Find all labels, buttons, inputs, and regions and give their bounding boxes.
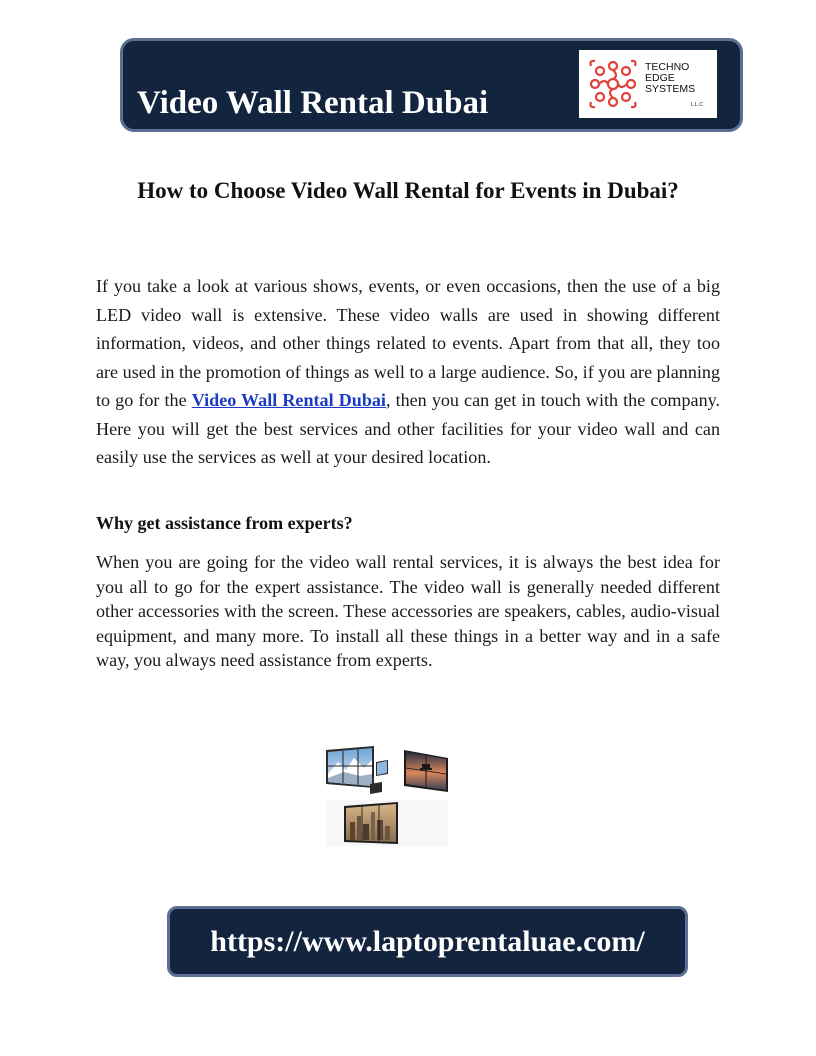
video-wall-image-sunset [402,748,450,794]
section-subheading: Why get assistance from experts? [96,513,353,533]
website-url-link[interactable]: https://www.laptoprentaluae.com/ [210,924,645,958]
video-wall-image-mountain [324,744,390,796]
header-banner [120,38,743,132]
logo-llc: L.L.C [691,102,703,108]
header-title: Video Wall Rental Dubai [137,85,489,121]
video-wall-rental-link[interactable]: Video Wall Rental Dubai [191,390,386,410]
logo-emblem-icon [585,56,641,112]
expert-paragraph: When you are going for the video wall rental services, it is always the best idea for you all to go for the expert assistance. The video wall is generally needed different other accessories with the screen. These accessories are speakers, cables, audio-visual equipment, and many more. To install all these things in a better way and in a safe way, you always need assistance from experts. [96,552,720,670]
intro-paragraph: If you take a look at various shows, events, or even occasions, then the use of a big LED video wall is extensive. These video walls are used in showing different information, videos, and other things related to events. Apart from that all, they too are used in the promotion of things as well to a large audience. So, if you are planning to go for the Video Wall Rental Dubai, then you can get in touch with the company. Here you will get the best services and other facilities for your video wall and can easily use the services as well at your desired location. [96,276,721,467]
footer-banner [167,906,688,977]
company-logo [579,50,717,118]
article-heading: How to Choose Video Wall Rental for Events in Dubai? [137,178,679,203]
logo-wordmark: TECHNO EDGE SYSTEMS [645,61,696,95]
video-wall-image-city [326,800,448,846]
